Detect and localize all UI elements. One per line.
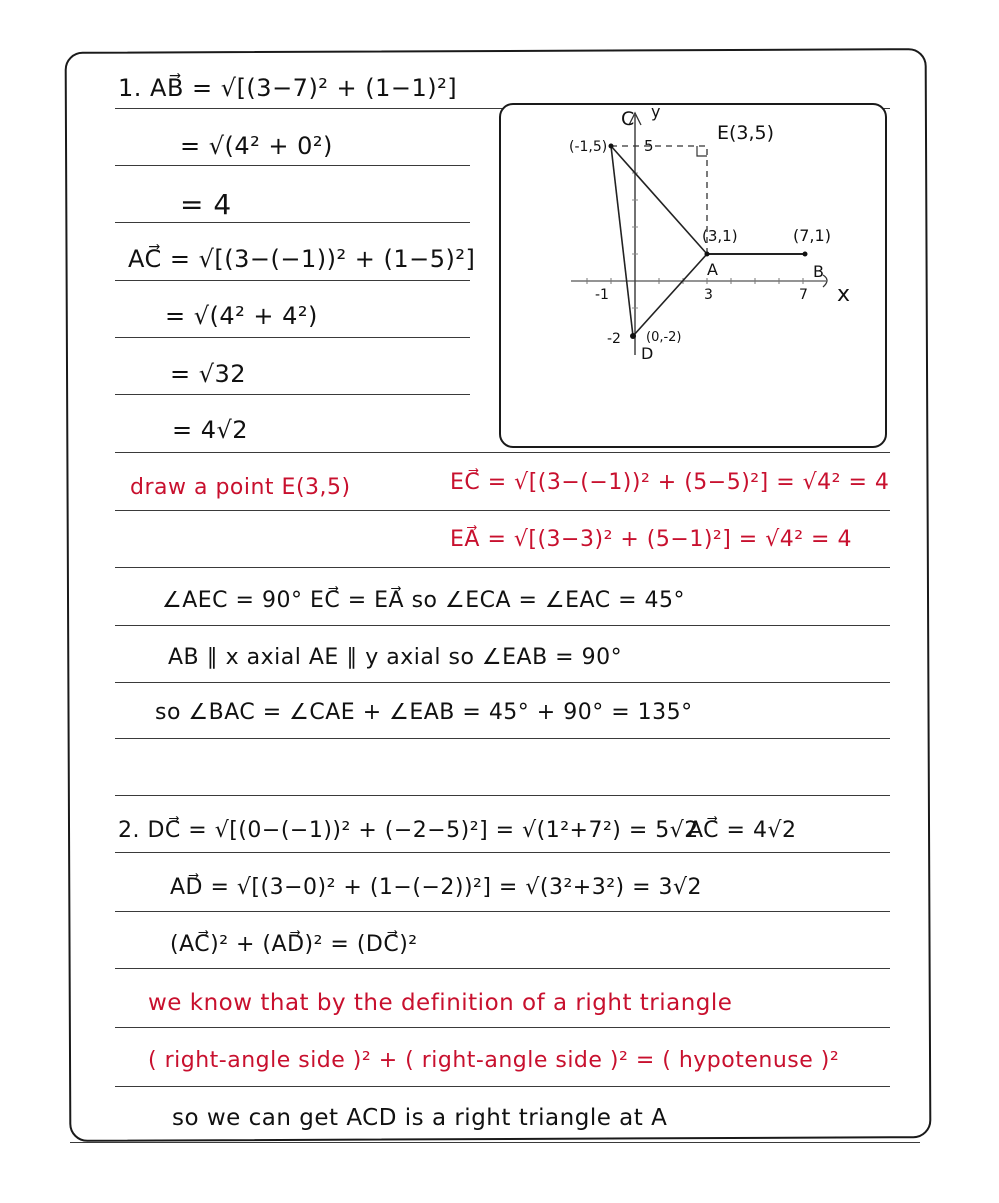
x-tick-neg1: -1 bbox=[595, 287, 609, 303]
ab-distance-line2: = √(4² + 0²) bbox=[180, 132, 333, 160]
point-d-label: D bbox=[641, 344, 654, 363]
ad-distance-line: AD⃗ = √[(3−0)² + (1−(−2))²] = √(3²+3²) = 3√2 bbox=[170, 875, 703, 900]
ruled-line bbox=[115, 1027, 890, 1028]
ruled-line bbox=[115, 625, 890, 626]
coordinate-graph bbox=[499, 103, 887, 448]
ec-distance-line: EC⃗ = √[(3−(−1))² + (5−5)²] = √4² = 4 bbox=[450, 470, 890, 495]
y-axis-label: y bbox=[651, 105, 661, 121]
point-b bbox=[803, 252, 808, 257]
ruled-line bbox=[115, 682, 890, 683]
ab-distance-line3: = 4 bbox=[180, 188, 232, 221]
ruled-line bbox=[115, 852, 890, 853]
point-d bbox=[630, 333, 636, 339]
ruled-line bbox=[115, 567, 890, 568]
point-a bbox=[705, 252, 710, 257]
segment-da bbox=[633, 254, 707, 336]
ruled-line bbox=[115, 280, 470, 281]
ac-distance-line1: AC⃗ = √[(3−(−1))² + (1−5)²] bbox=[128, 245, 476, 273]
ruled-line bbox=[115, 165, 470, 166]
ruled-line bbox=[115, 337, 470, 338]
definition-note: we know that by the definition of a right triangle bbox=[148, 990, 733, 1016]
right-angle-marker bbox=[697, 146, 707, 156]
ac-distance-line2: = √(4² + 4²) bbox=[165, 302, 318, 330]
conclusion-line: so we can get ACD is a right triangle at A bbox=[172, 1105, 668, 1131]
ruled-line bbox=[115, 510, 890, 511]
pythagoras-formula: ( right-angle side )² + ( right-angle side )² = ( hypotenuse )² bbox=[148, 1048, 840, 1073]
ac-distance-note: AC⃗ = 4√2 bbox=[688, 818, 797, 843]
ruled-line bbox=[115, 222, 470, 223]
point-b-coord: (7,1) bbox=[793, 226, 831, 245]
ruled-line bbox=[115, 1086, 890, 1087]
y-tick-neg2: -2 bbox=[607, 331, 621, 347]
x-tick-3: 3 bbox=[704, 287, 713, 303]
ruled-line bbox=[115, 795, 890, 796]
ac-distance-line3: = √32 bbox=[170, 360, 247, 388]
graph-canvas bbox=[501, 105, 889, 450]
point-a-label: A bbox=[707, 260, 718, 279]
ruled-line bbox=[115, 738, 890, 739]
ac-distance-line4: = 4√2 bbox=[172, 416, 249, 444]
point-c bbox=[609, 144, 614, 149]
segment-ca bbox=[611, 146, 707, 254]
point-c-coord: (-1,5) bbox=[569, 139, 608, 155]
angle-reasoning-line2: AB ∥ x axial AE ∥ y axial so ∠EAB = 90° bbox=[168, 645, 623, 670]
draw-point-note: draw a point E(3,5) bbox=[130, 475, 351, 500]
y-tick-5: 5 bbox=[644, 137, 654, 155]
point-d-coord: (0,-2) bbox=[646, 330, 682, 345]
dc-distance-line: 2. DC⃗ = √[(0−(−1))² + (−2−5)²] = √(1²+7²) = 5√2 bbox=[118, 818, 699, 843]
x-axis-label: x bbox=[837, 282, 851, 307]
angle-reasoning-line1: ∠AEC = 90° EC⃗ = EA⃗ so ∠ECA = ∠EAC = 45° bbox=[162, 588, 685, 613]
ea-distance-line: EA⃗ = √[(3−3)² + (5−1)²] = √4² = 4 bbox=[450, 527, 852, 552]
x-tick-7: 7 bbox=[799, 287, 808, 303]
angle-reasoning-line3: so ∠BAC = ∠CAE + ∠EAB = 45° + 90° = 135° bbox=[155, 700, 693, 725]
point-e-label: E(3,5) bbox=[717, 122, 775, 144]
ruled-line bbox=[115, 968, 890, 969]
point-c-label: C bbox=[621, 108, 635, 130]
ruled-line bbox=[70, 1142, 920, 1143]
pythagoras-equation: (AC⃗)² + (AD⃗)² = (DC⃗)² bbox=[170, 932, 418, 957]
point-a-coord: (3,1) bbox=[702, 227, 738, 245]
segment-cd bbox=[611, 146, 633, 336]
ruled-line bbox=[115, 452, 890, 453]
point-b-label: B bbox=[813, 262, 824, 281]
ruled-line bbox=[115, 911, 890, 912]
ruled-line bbox=[115, 394, 470, 395]
ab-distance-line1: 1. AB⃗ = √[(3−7)² + (1−1)²] bbox=[118, 74, 458, 102]
